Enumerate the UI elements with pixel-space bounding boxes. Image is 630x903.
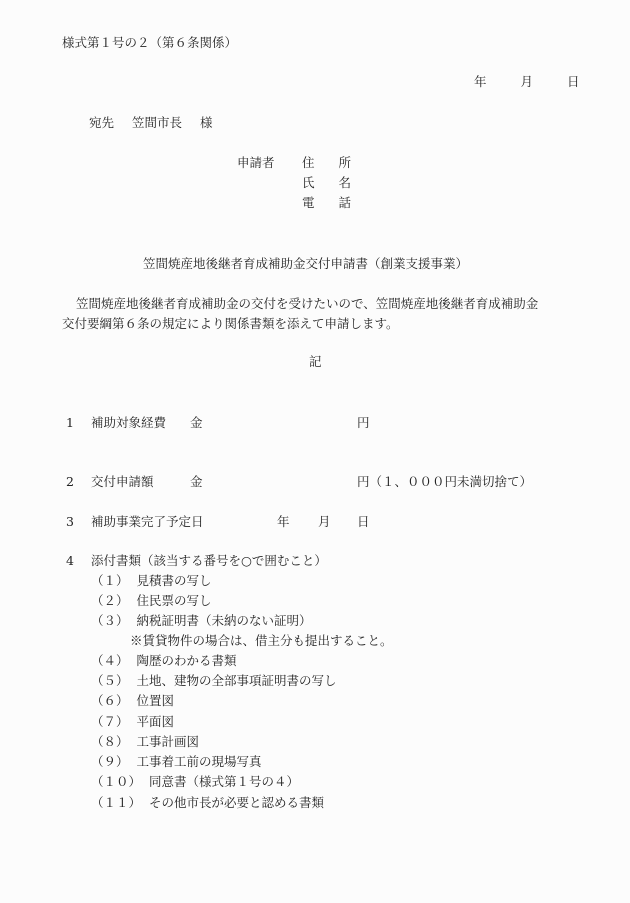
attachment-item <box>91 714 174 730</box>
body-line-1: 笠間焼産地後継者育成補助金の交付を受けたいので、笠間焼産地後継者育成補助金 <box>76 296 539 311</box>
attachment-text: その他市長が必要と認める書類 <box>149 795 325 810</box>
attachment-text: 位置図 <box>136 693 175 708</box>
phone-char-1: 電 <box>302 195 315 210</box>
attachment-text: 陶歴のわかる書類 <box>136 653 237 668</box>
attachment-item <box>91 673 337 689</box>
attachment-text: 見積書の写し <box>136 573 212 588</box>
name-char-2: 名 <box>338 175 352 190</box>
item-4-number: 4 <box>66 553 74 568</box>
item-2-kin: 金 <box>190 474 203 489</box>
item-3-label: 補助事業完了予定日 <box>91 514 204 529</box>
date-year: 年 <box>474 74 487 89</box>
item-1-kin: 金 <box>190 415 203 430</box>
date-month: 月 <box>520 74 533 89</box>
name-field <box>302 175 351 191</box>
attachment-number: （４） <box>91 653 129 668</box>
form-number: 様式第１号の２（第６条関係） <box>62 35 238 50</box>
attachment-number: （１） <box>91 573 129 588</box>
attachment-number: （５） <box>91 673 129 688</box>
phone-char-2: 話 <box>338 195 352 210</box>
attachment-item <box>91 573 212 589</box>
applicant-label: 申請者 <box>237 155 275 170</box>
attachment-number: （１１） <box>91 795 142 810</box>
name-char-1: 氏 <box>302 175 315 190</box>
item-2-yen: 円（１、０００円未満切捨て） <box>357 474 533 489</box>
addressee-name: 笠間市長 <box>131 115 182 130</box>
item-3-number: 3 <box>66 514 74 529</box>
item-3-month: 月 <box>318 514 331 529</box>
attachment-text: 納税証明書（未納のない証明） <box>136 613 312 628</box>
item-3-day: 日 <box>357 514 370 529</box>
addressee-suffix: 様 <box>199 115 213 130</box>
attachment-item <box>91 734 199 750</box>
attachment-item <box>91 613 312 629</box>
attachment-number: （７） <box>91 714 129 729</box>
item-1-number: 1 <box>66 415 74 430</box>
attachment-number: （３） <box>91 613 129 628</box>
attachment-text: 工事着工前の現場写真 <box>136 754 262 769</box>
item-4-label: 添付書類（該当する番号を○で囲むこと） <box>91 553 327 568</box>
attachment-number: （８） <box>91 734 129 749</box>
attachment-text: 工事計画図 <box>136 734 200 749</box>
attachment-number: （１０） <box>91 774 142 789</box>
addressee <box>89 115 212 131</box>
body-line-2: 交付要綱第６条の規定により関係書類を添えて申請します。 <box>62 316 399 331</box>
document-title: 笠間焼産地後継者育成補助金交付申請書（創業支援事業） <box>143 256 469 271</box>
phone-field <box>302 195 351 211</box>
attachment-text: 土地、建物の全部事項証明書の写し <box>136 673 337 688</box>
attachment-item <box>91 774 299 790</box>
address-char-2: 所 <box>338 155 352 170</box>
attachment-item <box>91 593 212 609</box>
date-line <box>474 74 579 90</box>
attachment-text: 平面図 <box>136 714 175 729</box>
attachment-text: 住民票の写し <box>136 593 212 608</box>
ki-heading: 記 <box>309 354 322 369</box>
attachment-note: ※賃貸物件の場合は、借主分も提出すること。 <box>130 633 393 648</box>
attachment-number: （６） <box>91 693 129 708</box>
address-field <box>302 155 351 171</box>
attachment-text: 同意書（様式第１号の４） <box>149 774 300 789</box>
addressee-prefix: 宛先 <box>89 115 115 130</box>
attachment-number: （２） <box>91 593 129 608</box>
item-2-number: 2 <box>66 474 74 489</box>
attachment-item <box>91 795 324 811</box>
date-day: 日 <box>566 74 580 89</box>
attachment-item <box>91 754 262 770</box>
item-2-label: 交付申請額 <box>91 474 154 489</box>
attachment-item <box>91 693 174 709</box>
item-1-yen: 円 <box>357 415 370 430</box>
item-3-year: 年 <box>277 514 290 529</box>
item-1-label: 補助対象経費 <box>91 415 167 430</box>
attachment-item <box>91 653 237 669</box>
address-char-1: 住 <box>302 155 315 170</box>
attachment-number: （９） <box>91 754 129 769</box>
